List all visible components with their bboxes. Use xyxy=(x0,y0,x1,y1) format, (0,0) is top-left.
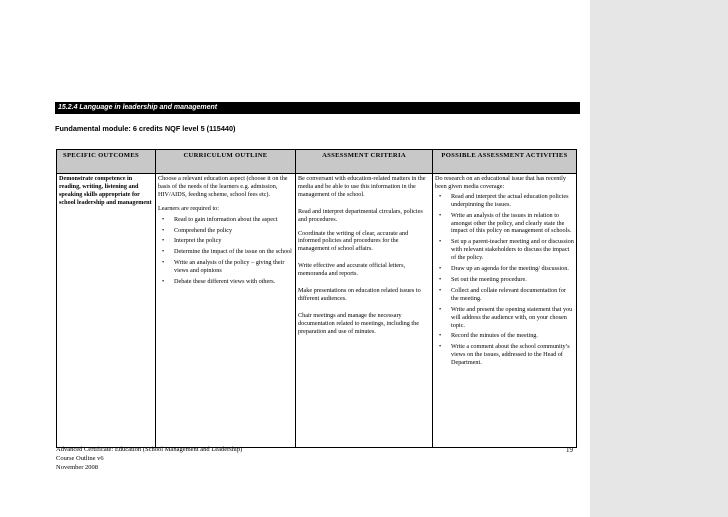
list-item: • Write and present the opening statement that you will address the audience with, on your chosen topic. xyxy=(439,305,573,329)
bullet-icon: • xyxy=(439,211,442,219)
activities-list xyxy=(435,193,574,367)
curriculum-required-label: Learners are required to: xyxy=(158,204,219,212)
table-header-row xyxy=(57,150,577,174)
footer xyxy=(56,446,242,472)
bullet-icon: • xyxy=(439,305,442,313)
bullet-icon: • xyxy=(439,275,442,283)
list-item: • Read to gain information about the aspect xyxy=(162,215,278,223)
bullet-icon: • xyxy=(162,278,165,286)
list-item: • Interpret the policy xyxy=(162,237,222,245)
outcome-cell xyxy=(57,174,156,448)
bullet-icon: • xyxy=(162,237,165,245)
list-item: • Write a comment about the school community’s views on the issues, addressed to the Head of Department. xyxy=(439,343,570,367)
list-item: • Read and interpret the actual education policies underpinning the issues. xyxy=(439,192,569,208)
criteria-item: Chair meetings and manage the necessary documentation related to meetings, including the preparation and use of minutes. xyxy=(298,311,419,335)
criteria-cell xyxy=(296,174,433,448)
activities-cell xyxy=(433,174,577,448)
table-row xyxy=(57,174,577,448)
criteria-item: Make presentations on education related issues to different audiences. xyxy=(298,287,421,302)
bullet-icon: • xyxy=(439,286,442,294)
header-specific-outcomes: SPECIFIC OUTCOMES xyxy=(57,150,156,174)
list-item: • Write an analysis of the issues in relation to amongst other the policy, and clearly state the impact of this policy on management of schools. xyxy=(439,211,572,235)
activities-intro: Do research on an educational issue that has recently been given media coverage: xyxy=(435,175,566,190)
criteria-item: Write effective and accurate official letters, memoranda and reports. xyxy=(298,262,406,278)
footer-line: Advanced Certificate: Education (School Management and Leadership) xyxy=(56,446,243,453)
list-item: • Set out the meeting procedure. xyxy=(439,275,527,283)
module-title: Fundamental module: 6 credits NQF level 5 (115440) xyxy=(55,124,236,133)
bullet-icon: • xyxy=(162,215,165,223)
outcome-text: Demonstrate competence in reading, writing, listening and speaking skills appropriate for school leadership and management xyxy=(59,175,152,206)
list-item: • Set up a parent-teacher meeting and or discussion with relevant stakeholders to discuss the impact of the policy. xyxy=(439,238,574,262)
criteria-item: Be conversant with education-related matters in the media and be able to use this information in the management of the school. xyxy=(298,175,426,198)
list-item: • Collect and collate relevant documentation for the meeting. xyxy=(439,286,566,302)
curriculum-list xyxy=(158,216,293,286)
criteria-item: Read and interpret departmental circulars, policies and procedures. xyxy=(298,207,423,223)
header-curriculum-outline: CURRICULUM OUTLINE xyxy=(156,150,296,174)
bullet-icon: • xyxy=(439,332,442,340)
comment-sidebar xyxy=(590,0,728,517)
list-item: • Record the minutes of the meeting. xyxy=(439,332,538,340)
bullet-icon: • xyxy=(162,259,165,267)
outline-table xyxy=(56,149,577,448)
page-number: 19 xyxy=(566,446,573,454)
list-item: • Comprehend the policy xyxy=(162,226,233,234)
criteria-item: Coordinate the writing of clear, accurate and informed policies and procedures for the management of school affairs. xyxy=(298,229,409,253)
list-item: • Debate these different views with others. xyxy=(162,278,276,286)
bullet-icon: • xyxy=(162,226,165,234)
bullet-icon: • xyxy=(162,248,165,256)
bullet-icon: • xyxy=(439,343,442,351)
footer-line: Course Outline v6 xyxy=(56,454,104,462)
list-item: • Write an analysis of the policy – giving their views and opinions xyxy=(162,259,285,275)
list-item: • Draw up an agenda for the meeting/ discussion. xyxy=(439,265,569,273)
bullet-icon: • xyxy=(439,265,442,273)
list-item: • Determine the impact of the issue on the school xyxy=(162,248,292,256)
bullet-icon: • xyxy=(439,238,442,246)
curriculum-cell xyxy=(156,174,296,448)
header-assessment-criteria: ASSESSMENT CRITERIA xyxy=(296,150,433,174)
footer-line: November 2008 xyxy=(56,463,99,471)
curriculum-intro: Choose a relevant education aspect (choose it on the basis of the needs of the learners e.g. admission, HIV/AIDS, feeding scheme, school fees etc). xyxy=(158,175,288,198)
section-heading: 15.2.4 Language in leadership and management xyxy=(55,102,580,114)
header-possible-activities: POSSIBLE ASSESSMENT ACTIVITIES xyxy=(433,150,577,174)
bullet-icon: • xyxy=(439,192,442,200)
